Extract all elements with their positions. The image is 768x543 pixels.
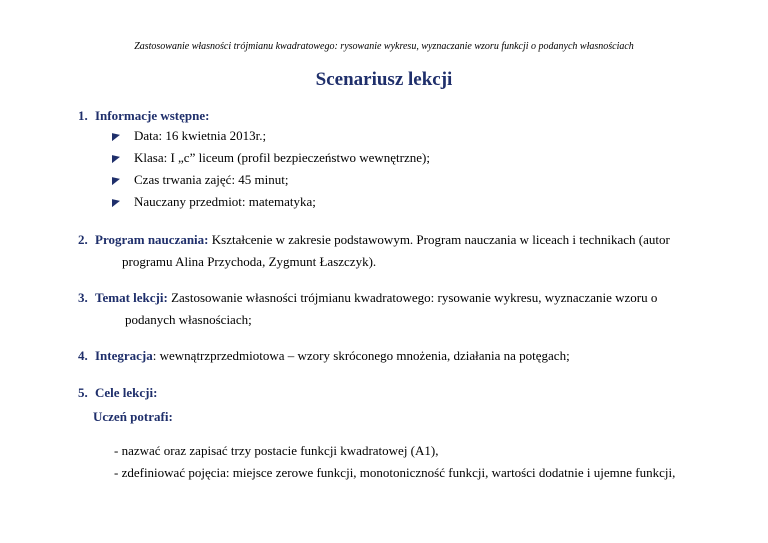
section-4-heading xyxy=(78,348,570,364)
section-2-heading xyxy=(78,232,670,248)
section-text: Zastosowanie własności trójmianu kwadratowego: rysowanie wykresu, wyznaczanie wzoru o xyxy=(167,290,658,305)
section-number: 3. xyxy=(78,290,88,305)
section-label: Temat lekcji: xyxy=(95,290,168,305)
list-item: - zdefiniować pojęcia: miejsce zerowe funkcji, monotoniczność funkcji, wartości dodatnie i ujemne funkcji, xyxy=(114,465,676,480)
section-text: Kształcenie w zakresie podstawowym. Program nauczania w liceach i technikach (autor xyxy=(208,232,670,247)
list-item-text: Data: 16 kwietnia 2013r.; xyxy=(134,128,267,143)
section-number: 5. xyxy=(78,385,88,400)
section-number: 4. xyxy=(78,348,88,363)
subheading: Uczeń potrafi: xyxy=(93,409,173,424)
list-item: - nazwać oraz zapisać trzy postacie funkcji kwadratowej (A1), xyxy=(114,443,439,458)
page-header: Zastosowanie własności trójmianu kwadratowego: rysowanie wykresu, wyznaczanie wzoru funkcji o podanych własnościach xyxy=(134,41,634,52)
list-item-text: Czas trwania zajęć: 45 minut; xyxy=(134,172,289,187)
section-3-heading xyxy=(78,290,657,306)
section-number: 2. xyxy=(78,232,88,247)
arrow-bullet-icon xyxy=(112,153,120,163)
section-text-continuation: podanych własnościach; xyxy=(125,312,252,327)
section-number: 1. xyxy=(78,108,88,123)
section-label: Integracja xyxy=(95,348,153,363)
list-item-text: Nauczany przedmiot: matematyka; xyxy=(134,194,316,209)
section-text: : wewnątrzprzedmiotowa – wzory skróconego mnożenia, działania na potęgach; xyxy=(152,348,570,363)
section-5-heading xyxy=(78,385,157,401)
section-label: Informacje wstępne: xyxy=(95,108,210,123)
section-1-heading xyxy=(78,108,209,124)
page-title: Scenariusz lekcji xyxy=(315,69,453,90)
arrow-bullet-icon xyxy=(112,131,120,141)
arrow-bullet-icon xyxy=(112,175,120,185)
section-label: Program nauczania: xyxy=(95,232,209,247)
section-label: Cele lekcji: xyxy=(95,385,158,400)
section-text-continuation: programu Alina Przychoda, Zygmunt Łaszczyk). xyxy=(122,254,377,269)
arrow-bullet-icon xyxy=(112,197,120,207)
list-item-text: Klasa: I „c” liceum (profil bezpieczeństwo wewnętrzne); xyxy=(134,150,430,165)
